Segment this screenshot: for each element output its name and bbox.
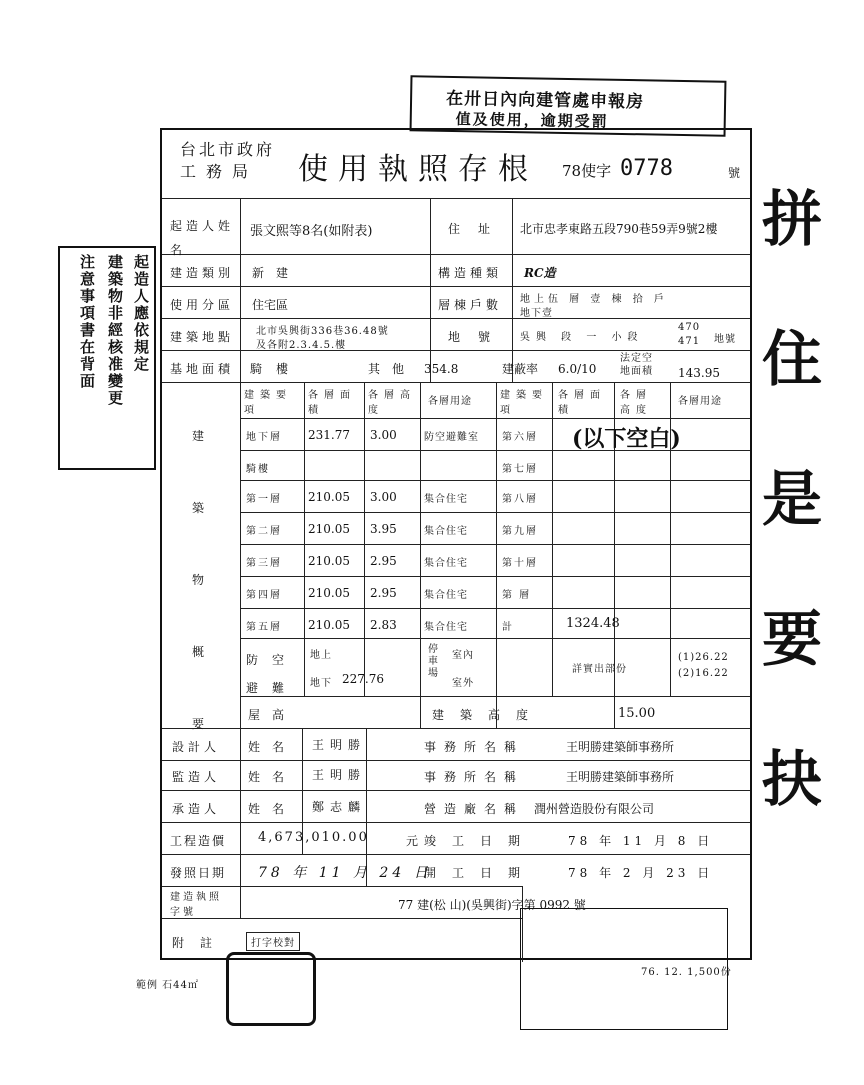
- parking-outdoor: 室外: [452, 678, 474, 689]
- start-label: 開工日期: [424, 866, 537, 880]
- shelter-below-value: 227.76: [342, 672, 384, 686]
- header-height-right: 各層高度: [620, 390, 652, 416]
- permit-number-prefix: 78使字: [562, 162, 612, 180]
- lot-value: 吳興 段 一 小段: [520, 332, 644, 343]
- shelter-below: 地下: [310, 678, 332, 689]
- designer-office: 王明勝建築師事務所: [566, 740, 675, 754]
- other-label: 其他: [368, 362, 417, 376]
- permit-number-suffix: 號: [728, 166, 741, 180]
- floor-use: 集合住宅: [424, 526, 468, 537]
- remarks-stamp: 打字校對: [246, 932, 300, 951]
- header-use-right: 各層用途: [678, 396, 722, 407]
- supervisor-office-label: 事務所名稱: [424, 770, 525, 784]
- header-area-right: 各層面積: [558, 390, 606, 416]
- zone-label: 使用分區: [170, 298, 235, 312]
- contractor-office: 潤州營造股份有限公司: [534, 802, 655, 816]
- floor-name-right: 第八層: [502, 494, 538, 505]
- site-label: 建築地點: [170, 330, 235, 344]
- designer-name: 王明勝: [312, 738, 367, 752]
- official-seal: [226, 952, 316, 1026]
- floor-name-right: 計: [502, 622, 514, 633]
- issue-value: 78 年 11 月 24 日: [258, 865, 432, 881]
- permit-number: 0778: [620, 156, 673, 181]
- floor-name: 地下層: [246, 432, 282, 443]
- completion-value: 78 年 11 月 8 日: [568, 834, 714, 848]
- floor-area: 210.05: [308, 618, 350, 632]
- site-value-2: 及各附2.3.4.5.樓: [256, 340, 347, 351]
- cost-value: 4,673,010.00: [258, 830, 369, 845]
- header-area: 各層面積: [308, 390, 356, 416]
- floor-name: 騎樓: [246, 464, 270, 475]
- floor-name: 第一層: [246, 494, 282, 505]
- floor-height: 2.95: [370, 554, 397, 568]
- margin-glyphs: 拼 住 是 要 抉: [762, 185, 822, 815]
- cost-unit: 元: [406, 834, 419, 848]
- floor-name: 第三層: [246, 558, 282, 569]
- floor-area: 210.05: [308, 554, 350, 568]
- section-building-summary: 建 築 物 概 要: [192, 429, 205, 731]
- left-notice-col3: 起造人應依規定: [132, 254, 150, 373]
- coverage-label: 建蔽率: [502, 362, 539, 376]
- owner-label: 起造人姓名: [170, 219, 235, 257]
- contractor-label: 承造人: [172, 802, 221, 816]
- start-value: 78 年 2 月 23 日: [568, 866, 714, 880]
- title-org-line2: 工務局: [180, 162, 259, 181]
- total-area: 1324.48: [566, 616, 620, 631]
- header-item-right: 建築要項: [500, 390, 548, 416]
- roof-height-label: 屋高: [248, 708, 297, 722]
- area-note: 範例 石44㎡: [136, 980, 199, 991]
- contractor-name-label: 姓名: [248, 802, 297, 816]
- blank-note: (以下空白): [572, 426, 681, 452]
- left-notice-col1: 注意事項書在背面: [78, 254, 96, 390]
- permit-no-value: 77 建(松 山)(吳興街)字第 0992 號: [398, 898, 586, 912]
- detail-d1: (1)26.22: [678, 652, 729, 663]
- detail-d2: (2)16.22: [678, 668, 729, 679]
- parking-indoor: 室內: [452, 650, 474, 661]
- permit-no-label: 建造執照字號: [170, 892, 222, 918]
- floor-area: 210.05: [308, 522, 350, 536]
- top-notice-line2: 值及使用，逾期受罰: [455, 110, 609, 131]
- top-notice-line1: 在卅日內向建管處申報房: [445, 88, 645, 113]
- parking-label: 停車場: [428, 644, 439, 679]
- struct-value: RC造: [524, 266, 556, 280]
- floor-name-right: 第六層: [502, 432, 538, 443]
- building-height-value: 15.00: [618, 706, 656, 721]
- address-value: 北市忠孝東路五段790巷59弄9號2樓: [520, 222, 718, 236]
- supervisor-name: 王明勝: [312, 768, 367, 782]
- building-height-label: 建築高度: [432, 708, 545, 722]
- floor-area: 210.05: [308, 586, 350, 600]
- floor-name-right: 第 層: [502, 590, 532, 601]
- site-value-1: 北市吳興街336巷36.48號: [256, 326, 389, 337]
- floor-name-right: 第七層: [502, 464, 538, 475]
- floor-name-right: 第十層: [502, 558, 538, 569]
- floor-use: 集合住宅: [424, 590, 468, 601]
- floor-use: 集合住宅: [424, 558, 468, 569]
- floor-name: 第二層: [246, 526, 282, 537]
- coverage-value: 6.0/10: [558, 362, 597, 376]
- struct-label: 構造種類: [438, 266, 503, 280]
- floor-area: 231.77: [308, 428, 350, 442]
- floor-height: 2.95: [370, 586, 397, 600]
- completion-label: 竣工日期: [424, 834, 537, 848]
- supervisor-office: 王明勝建築師事務所: [566, 770, 675, 784]
- owner-value: 張文熙等8名(如附表): [250, 224, 373, 239]
- remarks-label: 附註: [172, 936, 229, 950]
- build-type-value: 新建: [252, 266, 301, 280]
- other-value: 354.8: [424, 362, 459, 376]
- designer-office-label: 事務所名稱: [424, 740, 525, 754]
- approval-box: [520, 908, 732, 1030]
- floor-use: 集合住宅: [424, 622, 468, 633]
- floor-height: 3.00: [370, 428, 397, 442]
- title-org-line1: 台北市政府: [180, 140, 276, 159]
- legal-open-value: 143.95: [678, 366, 720, 380]
- page-title: 使用執照存根: [298, 152, 538, 187]
- issue-label: 發照日期: [170, 866, 227, 880]
- floors-value-1: 地上伍 層 壹 棟 拾 戶: [520, 294, 668, 305]
- floor-name: 第四層: [246, 590, 282, 601]
- header-item: 建築要項: [244, 390, 292, 416]
- floor-name: 第五層: [246, 622, 282, 633]
- detail-label: 詳實出部份: [572, 664, 627, 675]
- legal-open-label: 法定空地面積: [620, 353, 653, 377]
- floor-use: 防空避難室: [424, 432, 479, 443]
- arcade-label: 騎樓: [250, 362, 303, 376]
- lot-label: 地號: [448, 330, 509, 344]
- address-label: 住址: [448, 222, 509, 236]
- floor-area: 210.05: [308, 490, 350, 504]
- shelter-label: 防空 避難: [246, 653, 299, 695]
- header-use: 各層用途: [428, 396, 472, 407]
- lot-no1: 470: [678, 322, 701, 333]
- cost-label: 工程造價: [170, 834, 227, 848]
- floor-use: 集合住宅: [424, 494, 468, 505]
- designer-name-label: 姓名: [248, 740, 297, 754]
- floor-height: 3.95: [370, 522, 397, 536]
- area-label: 基地面積: [170, 362, 235, 376]
- header-height: 各層高度: [368, 390, 416, 416]
- designer-label: 設計人: [172, 740, 221, 754]
- contractor-office-label: 營造廠名稱: [424, 802, 525, 816]
- zone-value: 住宅區: [252, 298, 289, 312]
- left-notice-box: [58, 246, 156, 470]
- floors-label: 層棟戶數: [438, 298, 503, 312]
- contractor-name: 鄭志麟: [312, 800, 367, 814]
- supervisor-name-label: 姓名: [248, 770, 297, 784]
- build-type-label: 建造類別: [170, 266, 235, 280]
- lot-no2: 471: [678, 336, 701, 347]
- shelter-above: 地上: [310, 650, 332, 661]
- left-notice-col2: 建築物非經核准變更: [106, 254, 124, 407]
- floors-value-2: 地下壹: [520, 308, 553, 319]
- floor-height: 3.00: [370, 490, 397, 504]
- floor-name-right: 第九層: [502, 526, 538, 537]
- floor-height: 2.83: [370, 618, 397, 632]
- supervisor-label: 監造人: [172, 770, 221, 784]
- print-note: 76. 12. 1,500份: [641, 967, 732, 978]
- permit-form: [160, 128, 752, 960]
- lot-suffix: 地號: [714, 334, 736, 345]
